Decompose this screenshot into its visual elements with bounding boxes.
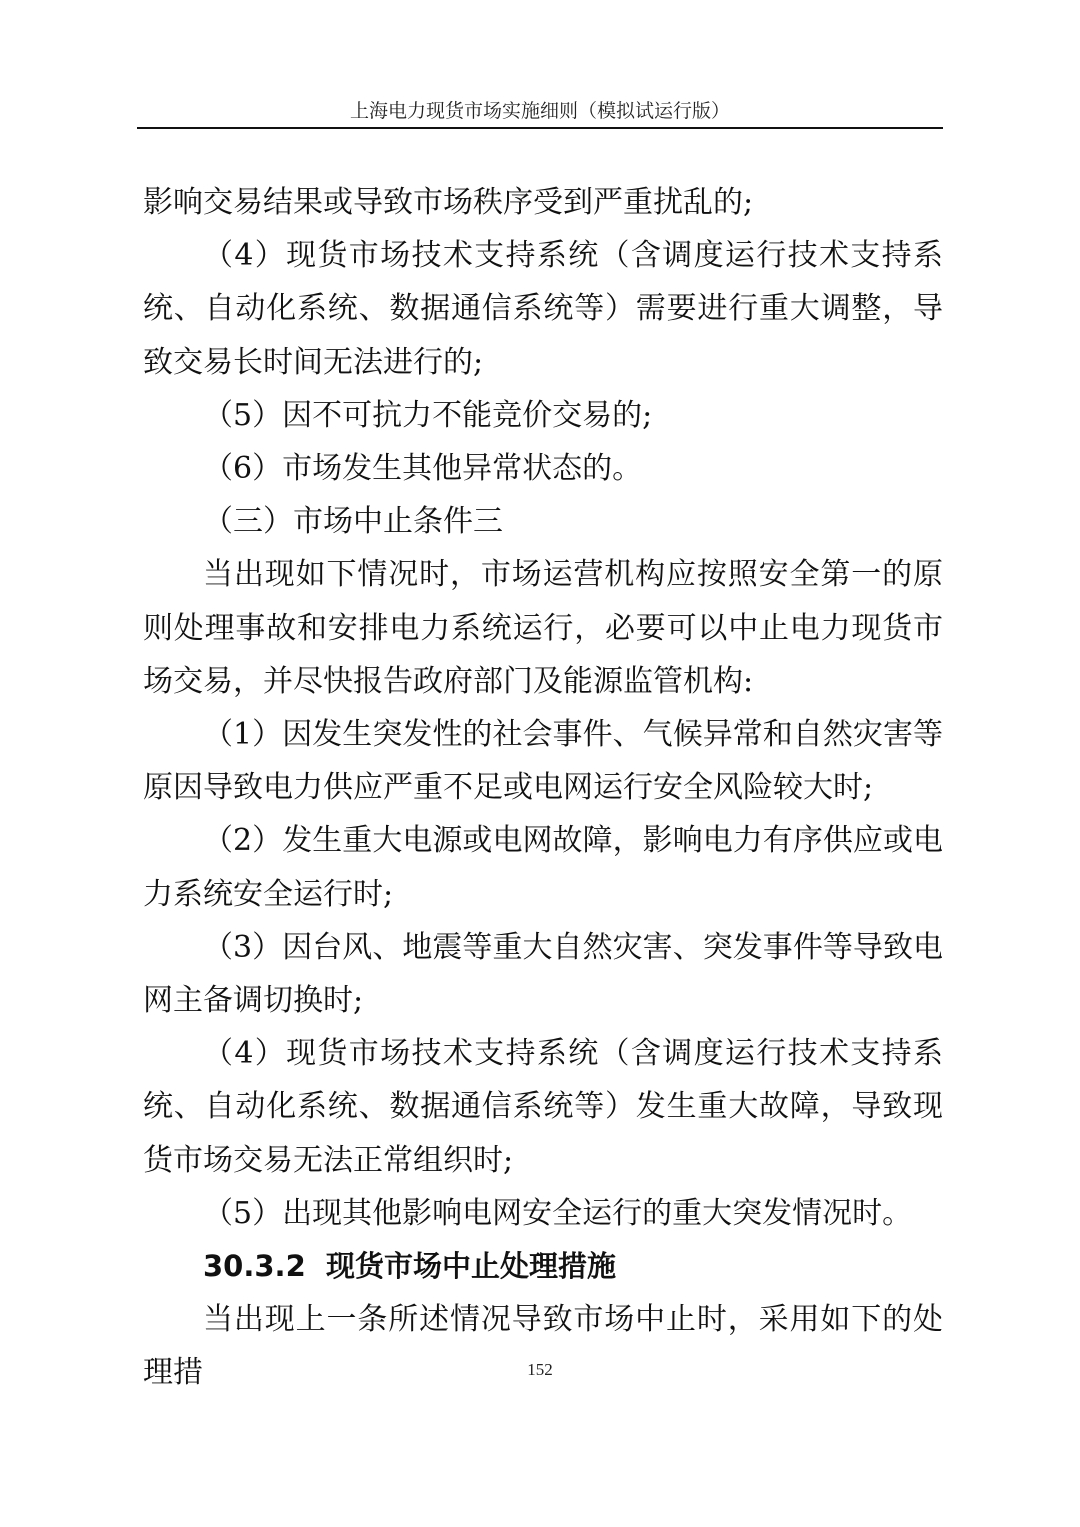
page-header: 上海电力现货市场实施细则（模拟试运行版）: [349, 100, 730, 122]
paragraph: （2）发生重大电源或电网故障，影响电力有序供应或电力系统安全运行时;: [143, 823, 943, 912]
page-number: 152: [527, 1360, 553, 1379]
paragraph: （6）市场发生其他异常状态的。: [203, 451, 643, 487]
section-heading: [143, 1240, 943, 1293]
paragraph: 当出现如下情况时，市场运营机构应按照安全第一的原则处理事故和安排电力系统运行，必要可以中止电力现货市场交易，并尽快报告政府部门及能源监管机构:: [143, 557, 943, 699]
paragraph: （4）现货市场技术支持系统（含调度运行技术支持系统、自动化系统、数据通信系统等）需要进行重大调整，导致交易长时间无法进行的;: [143, 238, 943, 380]
paragraph: （4）现货市场技术支持系统（含调度运行技术支持系统、自动化系统、数据通信系统等）发生重大故障，导致现货市场交易无法正常组织时;: [143, 1036, 943, 1178]
paragraph: （5）出现其他影响电网安全运行的重大突发情况时。: [203, 1195, 913, 1231]
paragraph: （3）因台风、地震等重大自然灾害、突发事件等导致电网主备调切换时;: [143, 929, 943, 1019]
paragraph: （1）因发生突发性的社会事件、气候异常和自然灾害等原因导致电力供应严重不足或电网运行安全风险较大时;: [143, 717, 943, 806]
paragraph: （5）因不可抗力不能竞价交易的;: [203, 397, 653, 433]
paragraph: 影响交易结果或导致市场秩序受到严重扰乱的;: [143, 185, 754, 220]
document-body: [143, 176, 943, 1400]
header-rule: [137, 127, 943, 129]
paragraph: 当出现上一条所述情况导致市场中止时，采用如下的处理措: [143, 1302, 943, 1391]
section-number: 30.3.2: [203, 1249, 306, 1284]
section-title: 现货市场中止处理措施: [325, 1249, 616, 1284]
paragraph: （三）市场中止条件三: [203, 504, 503, 540]
